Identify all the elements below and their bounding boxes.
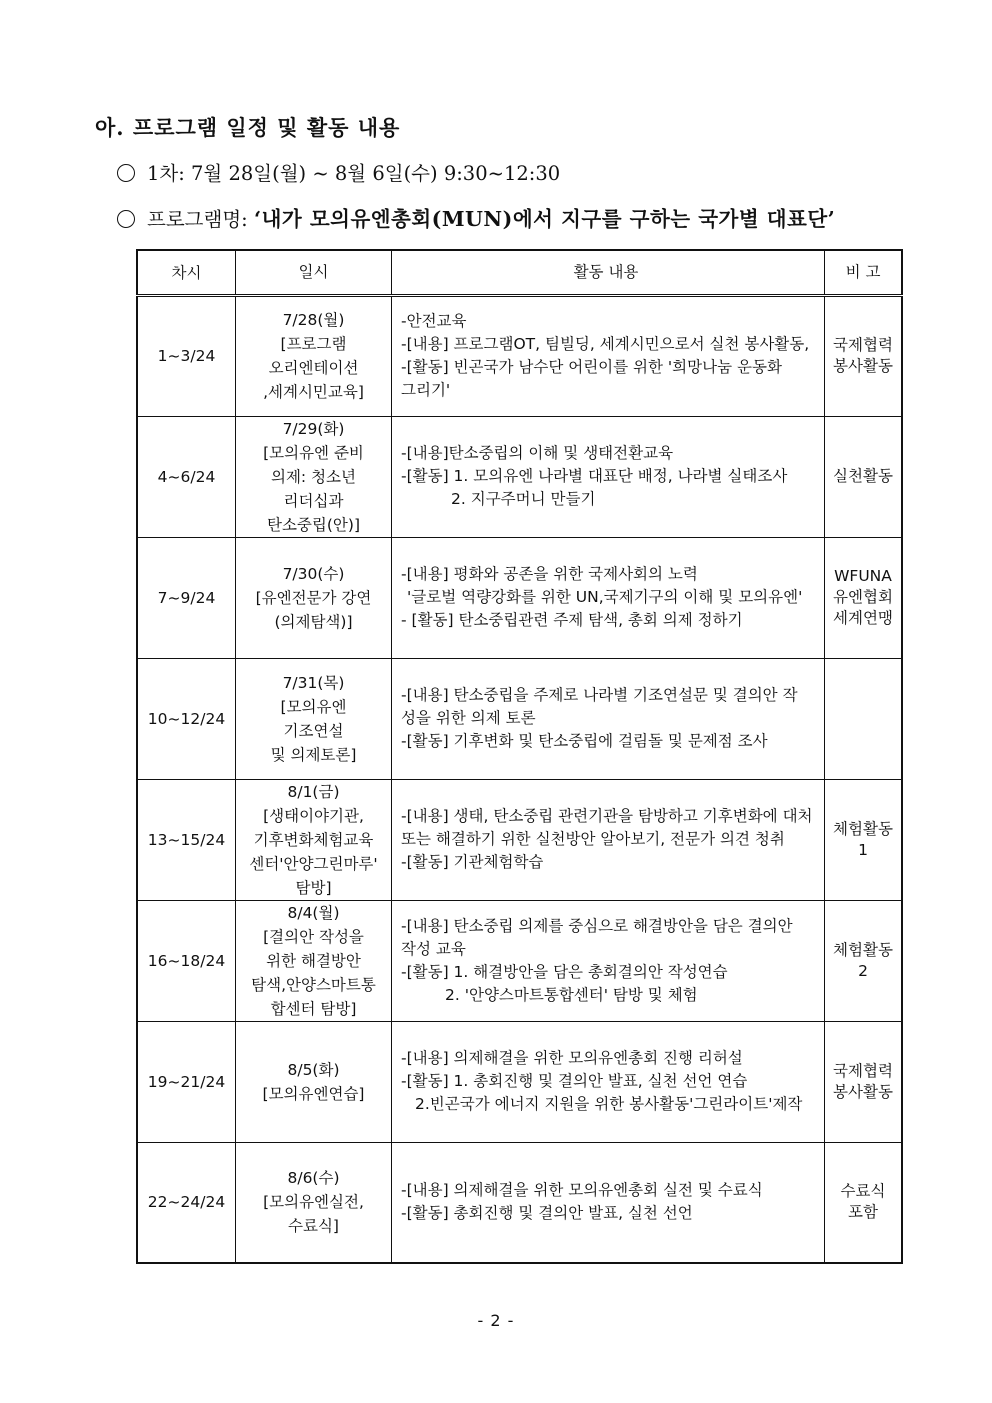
date-line: [프로그램: [280, 335, 347, 353]
activity-line: -[내용] 평화와 공존을 위한 국제사회의 노력: [401, 565, 698, 583]
note-line: 봉사활동: [833, 357, 893, 375]
date-cell: [236, 295, 392, 416]
header-activity: 활동 내용: [392, 250, 825, 295]
section-heading: 아. 프로그램 일정 및 활동 내용: [95, 115, 401, 140]
session-cell: 13~15/24: [137, 779, 236, 900]
date-cell: [236, 537, 392, 658]
activity-cell: [392, 295, 825, 416]
activity-line: 성을 위한 의제 토론: [401, 709, 536, 727]
date-cell: [236, 658, 392, 779]
activity-line: -[내용] 의제해결을 위한 모의유엔총회 진행 리허설: [401, 1049, 743, 1067]
note-cell: [825, 416, 903, 537]
activity-line: -[활동] 총회진행 및 결의안 발표, 실천 선언: [401, 1204, 693, 1223]
note-cell: [825, 779, 903, 900]
session-cell: 1~3/24: [137, 295, 236, 416]
note-line: 세계연맹: [833, 609, 893, 627]
note-cell: [825, 900, 903, 1021]
date-line: 7/29(화): [282, 419, 345, 438]
note-line: 국제협력: [833, 1061, 893, 1080]
date-line: ,세계시민교육]: [263, 383, 364, 401]
table-row: [137, 416, 902, 537]
date-cell: [236, 416, 392, 537]
note-line: 실천활동: [833, 467, 893, 485]
activity-line: 그리기': [401, 381, 451, 399]
note-line: WFUNA: [834, 567, 892, 585]
note-line: 2: [858, 961, 868, 980]
activity-line: 작성 교육: [401, 939, 466, 958]
date-line: [모의유엔연습]: [262, 1084, 365, 1103]
program-name: ‘내가 모의유엔총회(MUN)에서 지구를 구하는 국가별 대표단’: [253, 207, 836, 231]
table-row: [137, 900, 902, 1021]
note-cell: [825, 537, 903, 658]
note-line: 봉사활동: [833, 1082, 893, 1101]
page-number: - 2 -: [477, 1311, 515, 1330]
table-row: [137, 537, 902, 658]
note-cell: [825, 295, 903, 416]
date-cell: [236, 1142, 392, 1263]
activity-line: -안전교육: [401, 312, 467, 330]
activity-cell: [392, 416, 825, 537]
table-row: [137, 295, 902, 416]
session-cell: 22~24/24: [137, 1142, 236, 1263]
table-row: [137, 658, 902, 779]
circle-bullet-icon: [117, 164, 135, 182]
schedule-text: 1차: 7월 28일(월) ~ 8월 6일(수) 9:30~12:30: [147, 162, 561, 185]
date-line: 8/5(화): [287, 1060, 340, 1079]
activity-line: '글로벌 역량강화를 위한 UN,국제기구의 이해 및 모의유엔': [407, 588, 803, 606]
date-line: 오리엔테이션: [268, 359, 359, 377]
activity-cell: [392, 900, 825, 1021]
note-line: 체험활동: [833, 940, 893, 959]
schedule-table: [136, 249, 903, 1264]
activity-line: -[활동] 1. 총회진행 및 결의안 발표, 실천 선언 연습: [401, 1072, 748, 1090]
activity-cell: [392, 537, 825, 658]
table-row: [137, 779, 902, 900]
date-line: 8/1(금): [287, 782, 340, 801]
activity-line: - [활동] 탄소중립관련 주제 탐색, 총회 의제 정하기: [401, 611, 743, 629]
date-line: 기조연설: [283, 721, 344, 740]
table-body: [137, 295, 902, 1263]
activity-line: -[활동] 1. 모의유엔 나라별 대표단 배정, 나라별 실태조사: [401, 467, 788, 485]
table-row: [137, 1021, 902, 1142]
activity-line: -[내용]탄소중립의 이해 및 생태전환교육: [401, 444, 674, 462]
date-line: 및 의제토론]: [270, 745, 357, 764]
date-line: 8/6(수): [287, 1169, 340, 1188]
note-cell: [825, 1021, 903, 1142]
session-cell: 16~18/24: [137, 900, 236, 1021]
header-session: 차시: [137, 250, 236, 295]
activity-cell: [392, 1142, 825, 1263]
date-line: (의제탐색)]: [274, 612, 353, 631]
date-line: 위한 해결방안: [266, 951, 361, 970]
activity-line: -[활동] 1. 해결방안을 담은 총회결의안 작성연습: [401, 962, 728, 981]
activity-line: -[내용] 프로그램OT, 팀빌딩, 세계시민으로서 실천 봉사활동,: [401, 335, 810, 353]
activity-line: -[활동] 기후변화 및 탄소중립에 걸림돌 및 문제점 조사: [401, 732, 768, 750]
note-line: 유엔협회: [833, 588, 893, 606]
date-line: [생태이야기관,: [263, 806, 364, 825]
date-line: 7/30(수): [282, 564, 345, 583]
date-cell: [236, 900, 392, 1021]
note-line: 수료식: [840, 1182, 886, 1201]
activity-line: -[활동] 빈곤국가 남수단 어린이를 위한 '희망나눔 운동화: [401, 358, 782, 376]
activity-line: -[내용] 의제해결을 위한 모의유엔총회 실전 및 수료식: [401, 1181, 763, 1200]
date-line: 합센터 탐방]: [270, 999, 357, 1018]
date-cell: [236, 779, 392, 900]
date-line: 수료식]: [288, 1217, 339, 1236]
date-line: [모의유엔: [280, 697, 347, 716]
circle-bullet-icon: [117, 210, 135, 228]
date-line: [모의유엔 준비: [263, 443, 364, 462]
activity-cell: [392, 1021, 825, 1142]
session-cell: 19~21/24: [137, 1021, 236, 1142]
date-line: 7/28(월): [282, 311, 345, 329]
activity-line: -[활동] 기관체험학습: [401, 853, 544, 871]
table-header-row: [137, 250, 902, 295]
session-cell: 10~12/24: [137, 658, 236, 779]
program-label: 프로그램명:: [147, 208, 254, 231]
date-line: 기후변화체험교육: [253, 830, 374, 849]
activity-line: 또는 해결하기 위한 실천방안 알아보기, 전문가 의견 청취: [401, 830, 785, 848]
activity-line: 2. 지구주머니 만들기: [451, 490, 596, 508]
table-row: [137, 1142, 902, 1263]
date-line: [결의안 작성을: [263, 927, 364, 946]
note-line: 1: [858, 840, 868, 859]
header-note: 비 고: [825, 250, 903, 295]
activity-line: 2. '안양스마트통합센터' 탐방 및 체험: [445, 985, 698, 1004]
date-line: 리더십과: [283, 491, 344, 510]
date-line: 센터'안양그린마루': [249, 854, 378, 873]
activity-cell: [392, 658, 825, 779]
session-cell: 7~9/24: [137, 537, 236, 658]
schedule-line: [117, 158, 560, 186]
date-cell: [236, 1021, 392, 1142]
note-line: 포함: [848, 1203, 878, 1222]
header-date: 일시: [236, 250, 392, 295]
date-line: 의제: 청소년: [270, 467, 356, 486]
note-line: 체험활동: [833, 819, 893, 838]
date-line: 8/4(월): [287, 903, 340, 922]
date-line: [유엔전문가 강연: [255, 588, 372, 607]
note-cell: [825, 658, 903, 779]
date-line: 탄소중립(안)]: [266, 515, 360, 534]
session-cell: 4~6/24: [137, 416, 236, 537]
note-line: 국제협력: [833, 336, 893, 354]
date-line: 탐색,안양스마트통: [251, 975, 376, 994]
activity-line: -[내용] 탄소중립을 주제로 나라별 기조연설문 및 결의안 작: [401, 686, 798, 704]
program-line: [117, 202, 835, 232]
note-cell: [825, 1142, 903, 1263]
activity-line: -[내용] 생태, 탄소중립 관련기관을 탐방하고 기후변화에 대처: [401, 807, 813, 825]
date-line: 7/31(목): [282, 673, 345, 692]
activity-cell: [392, 779, 825, 900]
activity-line: -[내용] 탄소중립 의제를 중심으로 해결방안을 담은 결의안: [401, 916, 793, 935]
date-line: 탐방]: [295, 878, 332, 897]
date-line: [모의유엔실전,: [263, 1193, 364, 1212]
activity-line: 2.빈곤국가 에너지 지원을 위한 봉사활동'그린라이트'제작: [415, 1095, 803, 1113]
